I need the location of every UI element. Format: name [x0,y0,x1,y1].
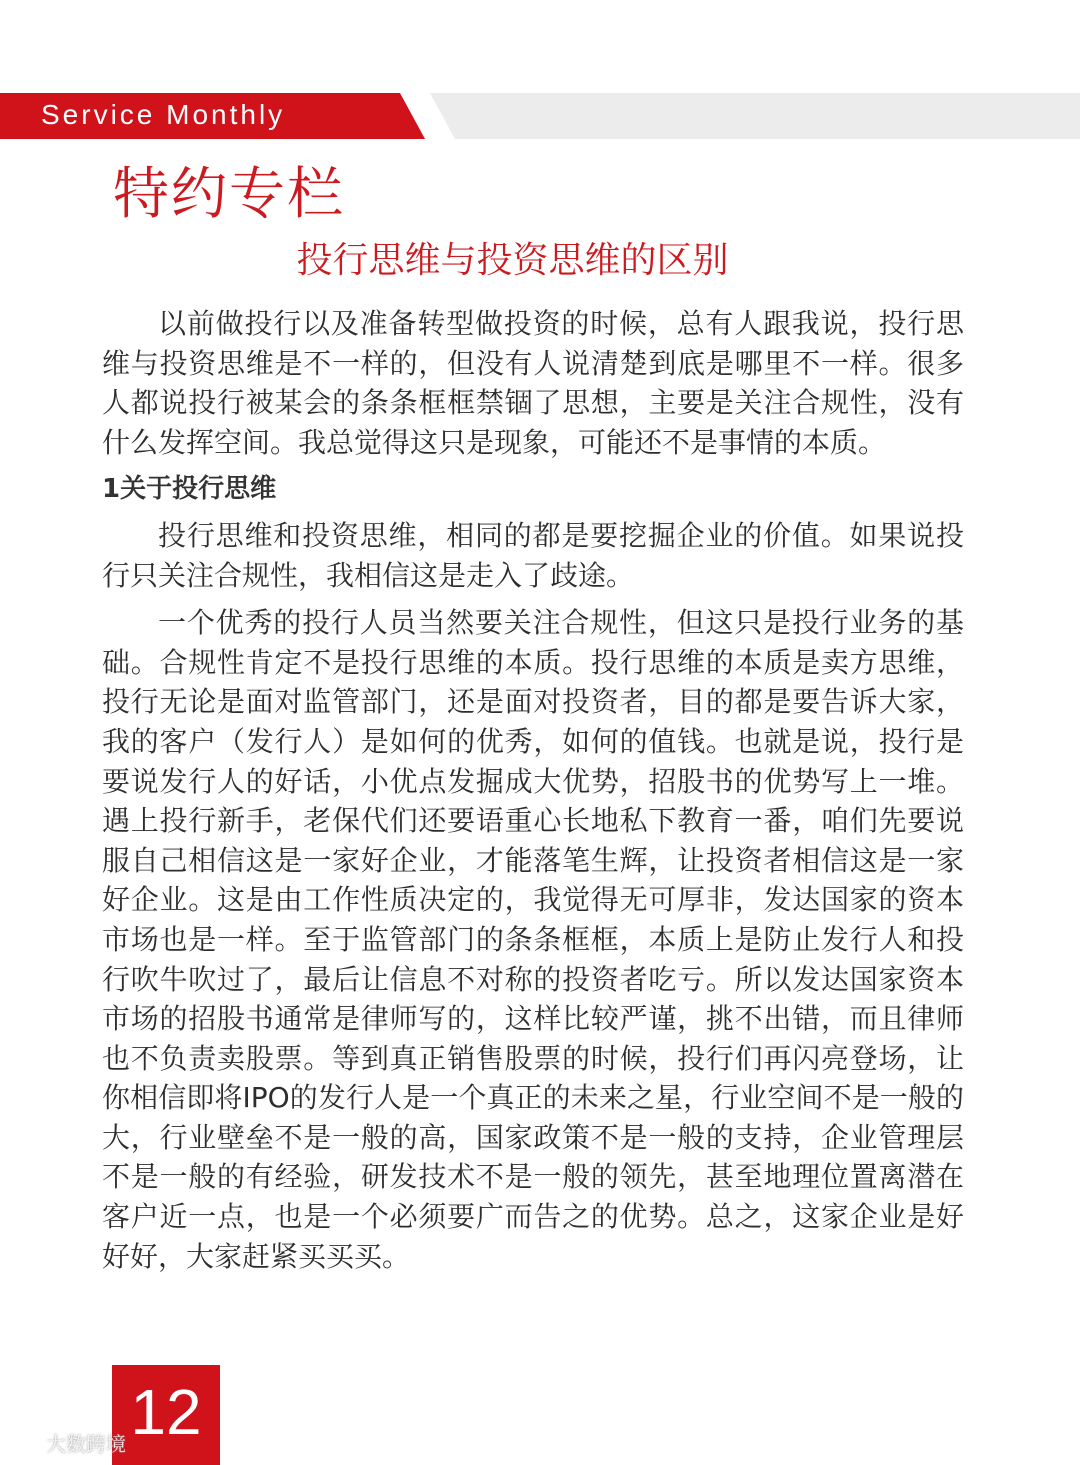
section-title: 特约专栏 [113,162,345,227]
header-banner-gray [430,93,1080,139]
section-subheading: 1关于投行思维 [102,474,277,505]
paragraph: 一个优秀的投行人员当然要关注合规性，但这只是投行业务的基础。合规性肯定不是投行思维的本质。投行思维的本质是卖方思维，投行无论是面对监管部门，还是面对投资者，目的都是要告诉大家，我的客户（发行人）是如何的优秀，如何的值钱。也就是说，投行是要说发行人的好话，小优点发掘成大优势，招股书的优势写上一堆。遇上投行新手，老保代们还要语重心长地私下教育一番，咱们先要说服自己相信这是一家好企业，才能落笔生辉，让投资者相信这是一家好企业。这是由工作性质决定的，我觉得无可厚非，发达国家的资本市场也是一样。至于监管部门的条条框框，本质上是防止发行人和投行吹牛吹过了，最后让信息不对称的投资者吃亏。所以发达国家资本市场的招股书通常是律师写的，这样比较严谨，挑不出错，而且律师也不负责卖股票。等到真正销售股票的时候，投行们再闪亮登场，让你相信即将IPO的发行人是一个真正的未来之星，行业空间不是一般的大，行业壁垒不是一般的高，国家政策不是一般的支持，企业管理层不是一般的有经验，研发技术不是一般的领先，甚至地理位置离潜在客户近一点，也是一个必须要广而告之的优势。总之，这家企业是好好好，大家赶紧买买买。 [102,606,964,1273]
article-body [102,304,964,1284]
watermark-logo-icon [8,1433,42,1453]
paragraph: 以前做投行以及准备转型做投资的时候，总有人跟我说，投行思维与投资思维是不一样的，但没有人说清楚到底是哪里不一样。很多人都说投行被某会的条条框框禁锢了思想，主要是关注合规性，没有什么发挥空间。我总觉得这只是现象，可能还不是事情的本质。 [102,307,964,459]
page-number: 12 [130,1376,202,1448]
watermark-text: 大数跨境 [46,1432,126,1456]
watermark [8,1428,126,1457]
article-title: 投行思维与投资思维的区别 [296,240,729,281]
header-label: Service Monthly [41,99,286,130]
paragraph: 投行思维和投资思维，相同的都是要挖掘企业的价值。如果说投行只关注合规性，我相信这是走入了歧途。 [102,518,964,592]
